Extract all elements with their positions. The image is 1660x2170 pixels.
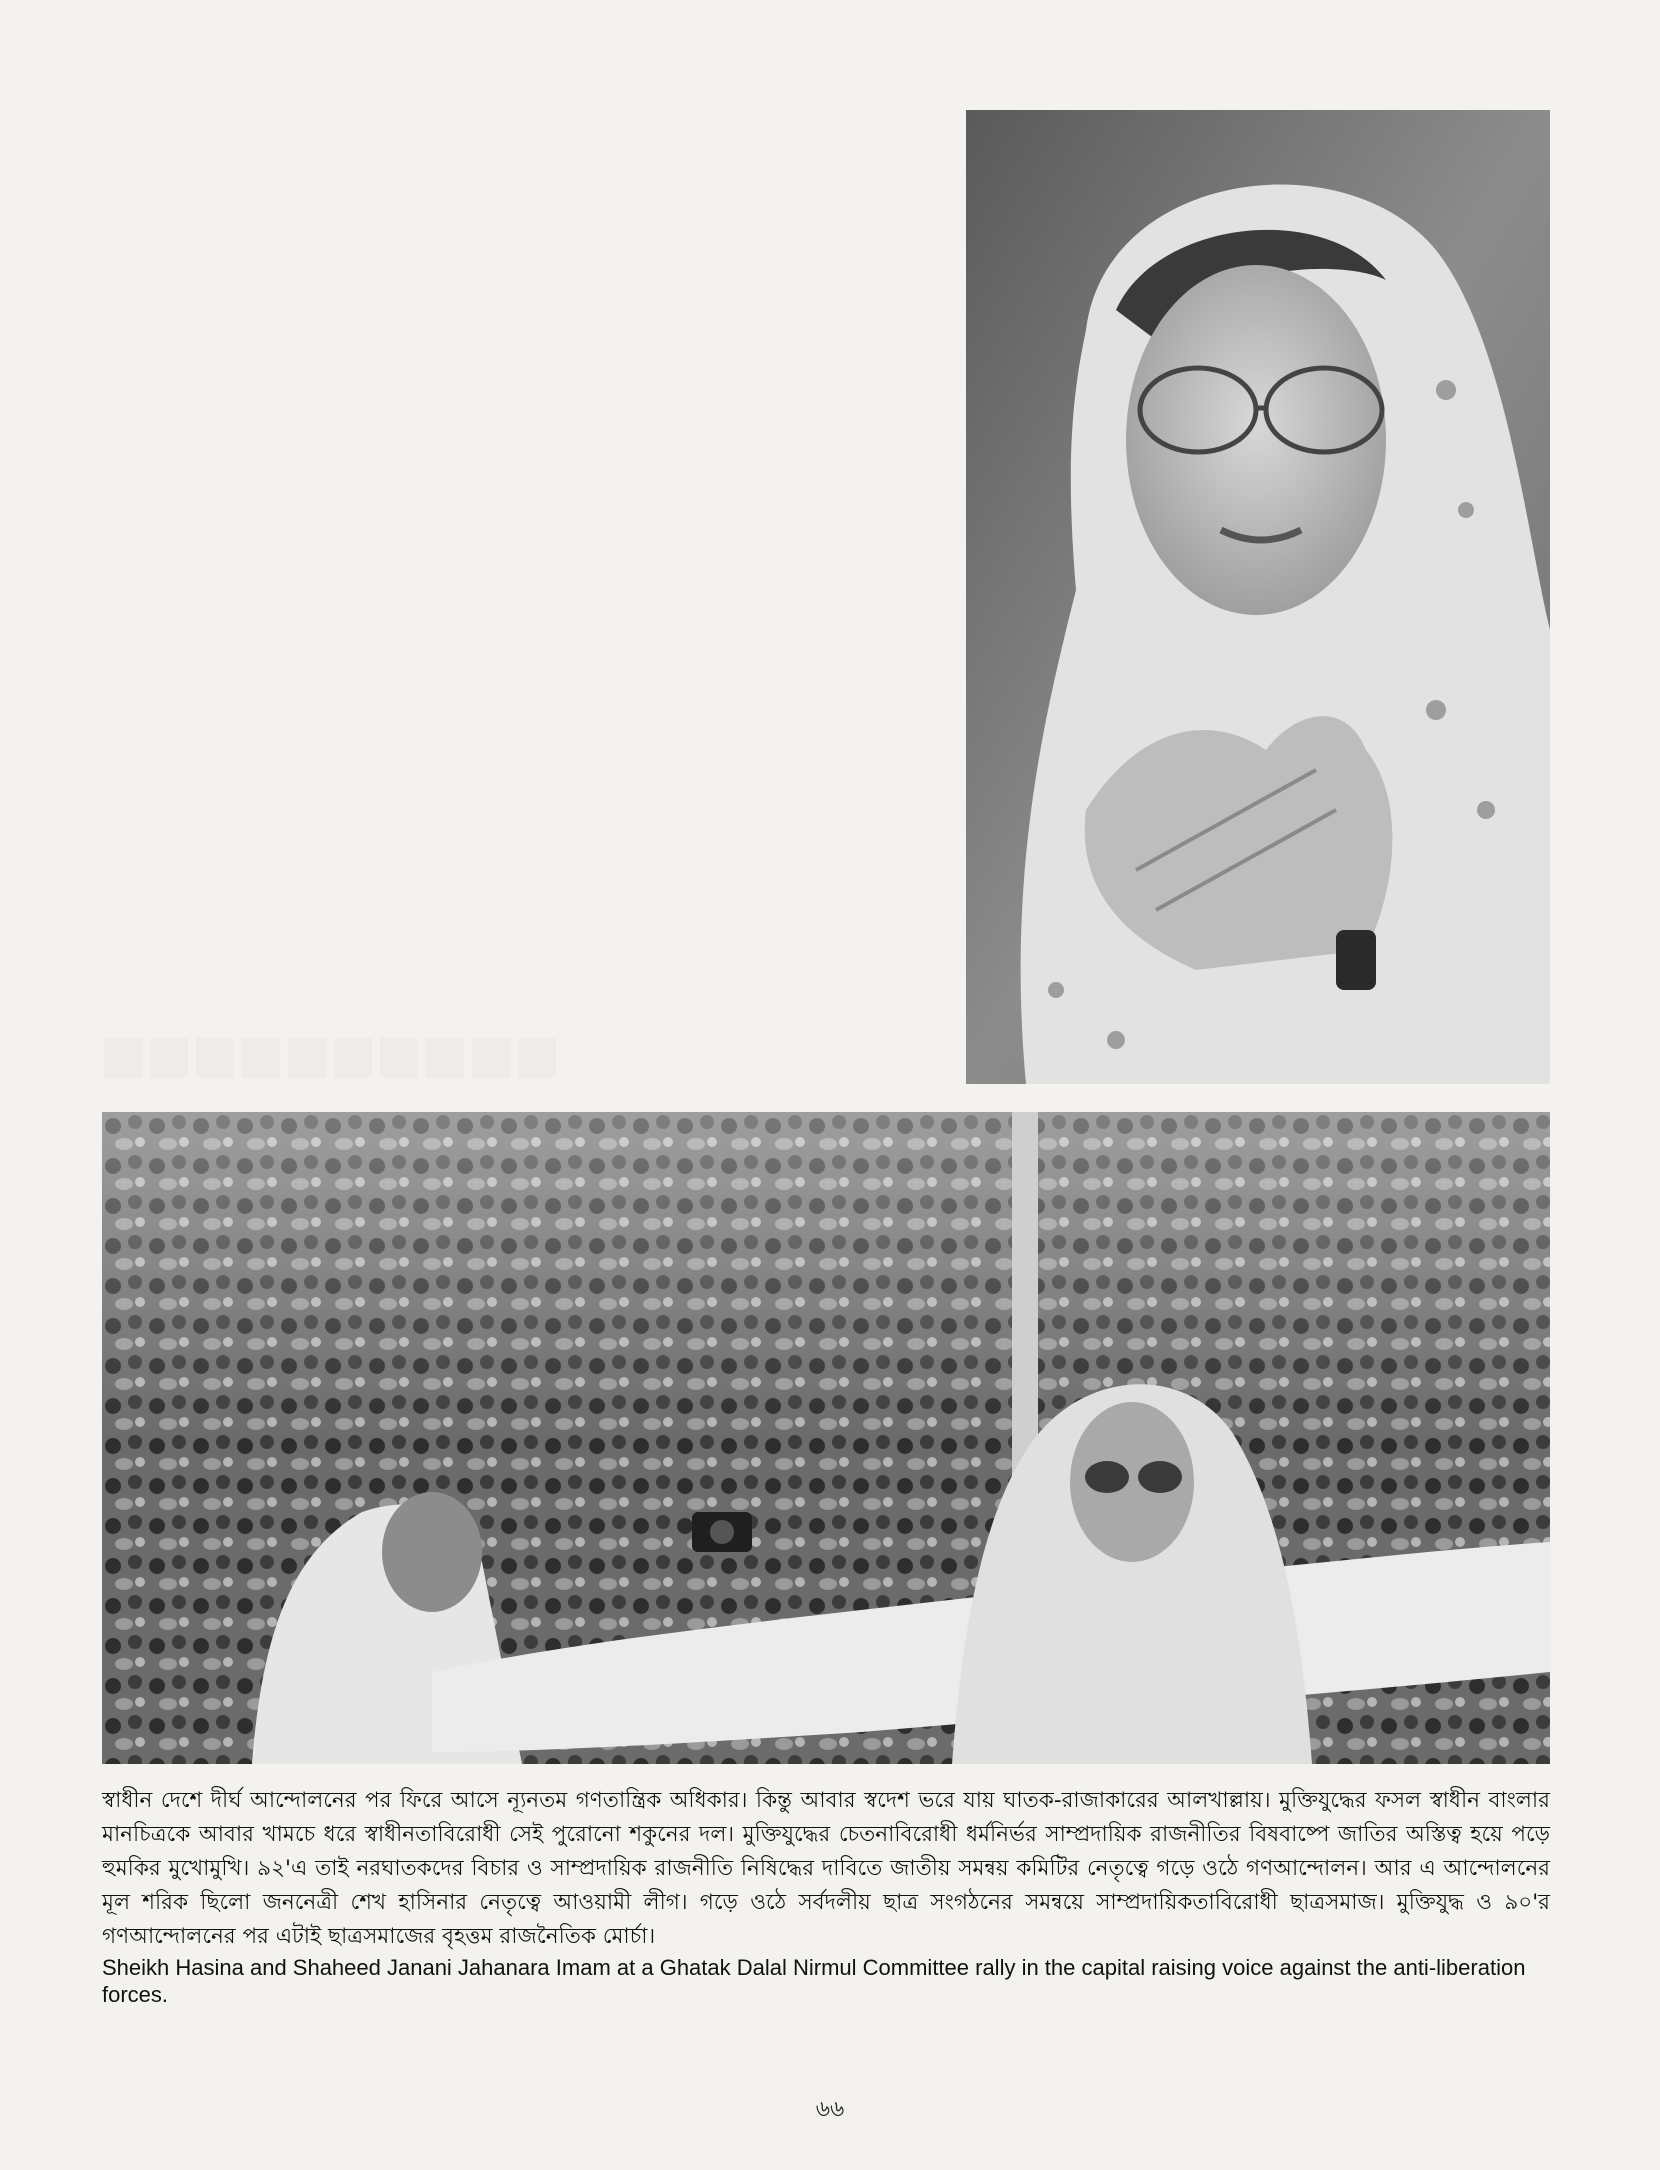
- caption-bengali: স্বাধীন দেশে দীর্ঘ আন্দোলনের পর ফিরে আসে ন্যূনতম গণতান্ত্রিক অধিকার। কিন্তু আবার স্বদেশ ভরে যায় ঘাতক-রাজাকারের আলখাল্লায়। মুক্তিযুদ্ধের ফসল স্বাধীন বাংলার মানচিত্রকে আবার খামচে ধরে স্বাধীনতাবিরোধী সেই পুরোনো শকুনের দল। মুক্তিযুদ্ধের চেতনাবিরোধী ধর্মনির্ভর সাম্প্রদায়িক রাজনীতির বিষবাষ্পে জাতির অস্তিত্ব হয়ে পড়ে হুমকির মুখোমুখি। ৯২'এ তাই নরঘাতকদের বিচার ও সাম্প্রদায়িক রাজনীতি নিষিদ্ধের দাবিতে জাতীয় সমন্বয় কমিটির নেতৃত্বে গড়ে ওঠে গণআন্দোলন। আর এ আন্দোলনের মূল শরিক ছিলো জননেত্রী শেখ হাসিনার নেতৃত্বে আওয়ামী লীগ। গড়ে ওঠে সর্বদলীয় ছাত্র সংগঠনের সমন্বয়ে সাম্প্রদায়িকতাবিরোধী ছাত্রসমাজ। মুক্তিযুদ্ধ ও ৯০'র গণআন্দোলনের পর এটাই ছাত্রসমাজের বৃহত্তম রাজনৈতিক মোর্চা।: [102, 1788, 1550, 1949]
- photo-rally-crowd: [102, 1112, 1550, 1764]
- caption-english: Sheikh Hasina and Shaheed Janani Jahanara Imam at a Ghatak Dalal Nirmul Committee rally in the capital raising voice against the anti-liberation forces.: [102, 1955, 1526, 2007]
- photo-portrait-image: [966, 110, 1550, 1084]
- page-number: ৬৬: [815, 2097, 845, 2122]
- faint-bleed-through-text: [104, 1038, 564, 1078]
- photo-rally-image: [102, 1112, 1550, 1764]
- photo-portrait-praying: [966, 110, 1550, 1084]
